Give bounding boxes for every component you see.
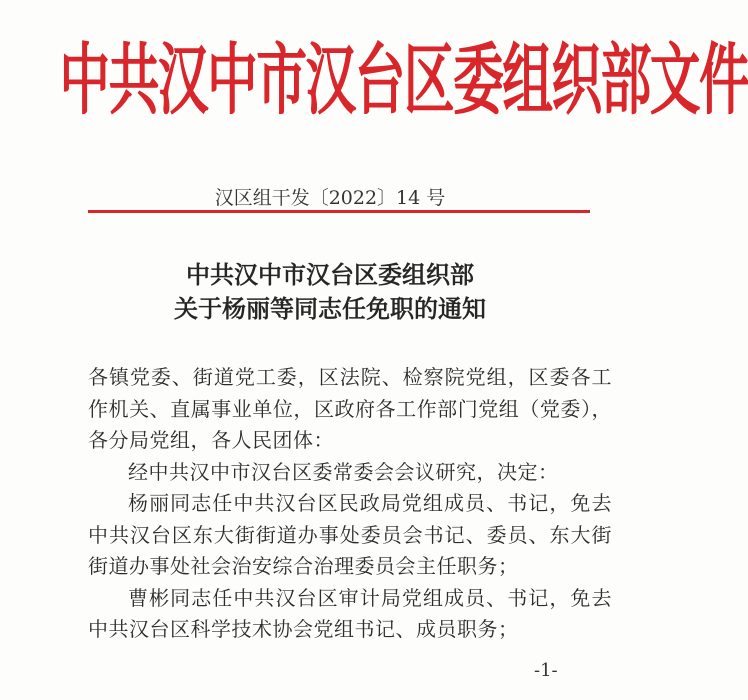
page-number: -1- (534, 660, 558, 681)
body-paragraph-appointment-1: 杨丽同志任中共汉台区民政局党组成员、书记，免去中共汉台区东大街街道办事处委员会书记、委员、东大街街道办事处社会治安综合治理委员会主任职务； (88, 491, 612, 578)
body-paragraph-decision-intro: 经中共汉中市汉台区委常委会会议研究，决定： (128, 459, 559, 484)
document-header-title: 中共汉中市汉台区委组织部文件 (59, 33, 748, 125)
body-paragraph-recipients: 各镇党委、街道党工委，区法院、检察院党组，区委各工作机关、直属事业单位，区政府各工作部门党组（党委），各分局党组，各人民团体： (88, 365, 612, 452)
body-paragraph-appointment-2: 曹彬同志任中共汉台区审计局党组成员、书记，免去中共汉台区科学技术协会党组书记、成员职务； (88, 585, 612, 641)
red-separator-line (88, 210, 590, 213)
notice-title-line-1: 中共汉中市汉台区委组织部 (186, 261, 474, 289)
notice-body (88, 362, 612, 646)
notice-title-line-2: 关于杨丽等同志任免职的通知 (174, 295, 486, 323)
notice-title (0, 258, 660, 326)
document-number: 汉区组干发〔2022〕14 号 (214, 187, 446, 209)
